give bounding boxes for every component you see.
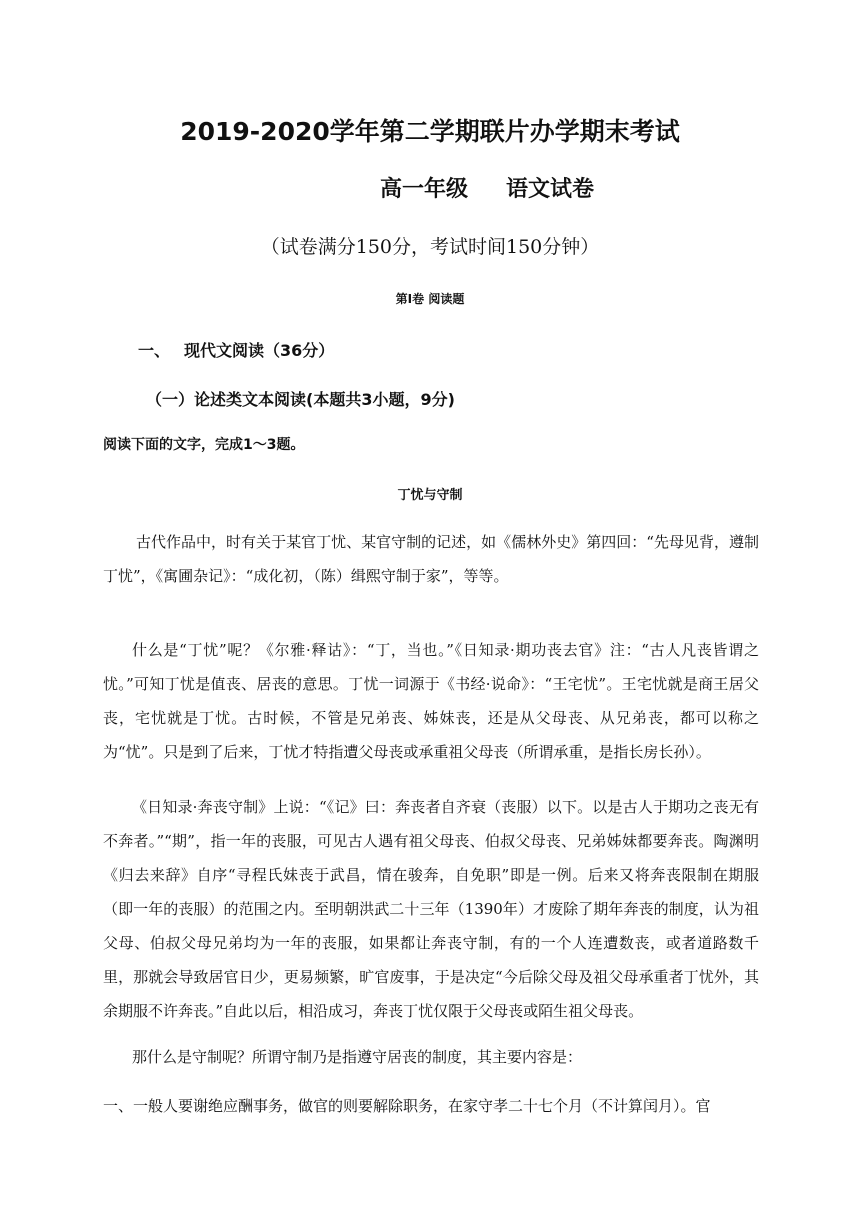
- subject-label: 语文试卷: [506, 177, 595, 202]
- section-number: 一、: [138, 341, 171, 360]
- exam-title: 2019-2020学年第二学期联片办学期末考试: [180, 117, 680, 146]
- exam-note: （试卷满分150分，考试时间150分钟）: [260, 236, 600, 258]
- exam-subtitle: [380, 172, 594, 203]
- article-paragraph: 一、一般人要谢绝应酬事务，做官的则要解除职务，在家守孝二十七个月（不计算闰月）。官: [103, 1097, 711, 1115]
- grade-label: 高一年级: [380, 177, 469, 202]
- article-title: 丁忧与守制: [397, 488, 463, 503]
- part-heading: 第Ⅰ卷 阅读题: [395, 292, 465, 306]
- section-heading: [138, 338, 334, 361]
- reading-instruction: 阅读下面的文字，完成1～3题。: [103, 437, 305, 453]
- subsection-heading: （一）论述类文本阅读(本题共3小题，9分): [146, 390, 455, 409]
- article-paragraph: 古代作品中，时有关于某官丁忧、某官守制的记述，如《儒林外史》第四回：“先母见背，遵制丁忧”，《寓圃杂记》：“成化初，（陈）缉熙守制于家”，等等。: [103, 533, 759, 585]
- section-title: 现代文阅读（36分）: [184, 341, 335, 360]
- article-paragraph: 那什么是守制呢？所谓守制乃是指遵守居丧的制度，其主要内容是：: [132, 1048, 583, 1066]
- article-paragraph: 《日知录·奔丧守制》上说：“《记》曰：奔丧者自齐衰（丧服）以下。以是古人于期功之丧无有不奔者。”“期”，指一年的丧服，可见古人遇有祖父母丧、伯叔父母丧、兄弟姊妹都要奔丧。陶渊明《归去来辞》自序“寻程氏妹丧于武昌，情在骏奔，自免职”即是一例。后来又将奔丧限制在期服（即一年的丧服）的范围之内。至明朝洪武二十三年（1390年）才废除了期年奔丧的制度，认为祖父母、伯叔父母兄弟均为一年的丧服，如果都让奔丧守制，有的一个人连遭数丧，或者道路数千里，那就会导致居官日少，更易频繁，旷官废事，于是决定“今后除父母及祖父母承重者丁忧外，其余期服不许奔丧。”自此以后，相沿成习，奔丧丁忧仅限于父母丧或陌生祖父母丧。: [103, 798, 759, 1020]
- article-paragraph: 什么是“丁忧”呢？《尔雅·释诂》：“丁，当也。”《日知录·期功丧去官》注：“古人凡丧皆谓之忧。”可知丁忧是值丧、居丧的意思。丁忧一词源于《书经·说命》：“王宅忧”。王宅忧就是商王居父丧，宅忧就是丁忧。古时候，不管是兄弟丧、姊妹丧，还是从父母丧、从兄弟丧，都可以称之为“忧”。只是到了后来，丁忧才特指遭父母丧或承重祖父母丧（所谓承重，是指长房长孙）。: [103, 641, 759, 761]
